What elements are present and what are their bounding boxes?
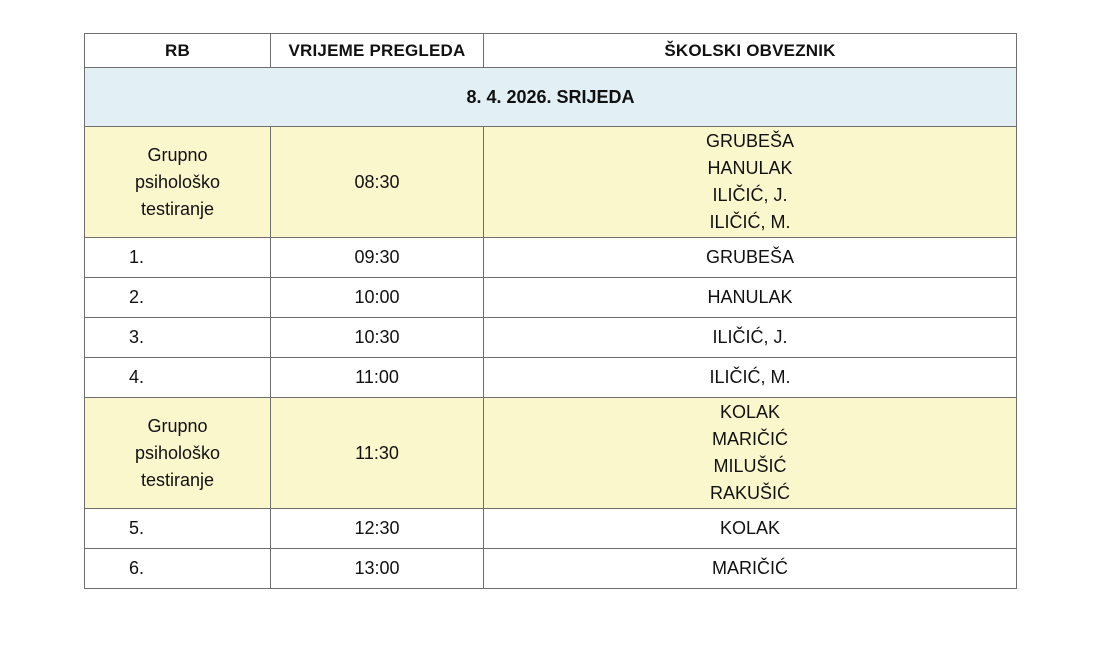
row-time: 12:30 [271,509,484,549]
row-rb: 1. [85,238,271,278]
row-student: GRUBEŠA [484,238,1017,278]
group-student: MARIČIĆ [712,429,788,449]
header-time: VRIJEME PREGLEDA [271,34,484,68]
row-rb: 6. [85,549,271,589]
table-row [85,278,1017,318]
group-row-1 [85,127,1017,238]
group-label [85,398,271,509]
group-label-line: psihološko [134,171,221,192]
table-row [85,358,1017,398]
date-label: 8. 4. 2026. SRIJEDA [85,68,1017,127]
row-student: KOLAK [484,509,1017,549]
group-student: MILUŠIĆ [713,456,787,476]
row-rb: 3. [85,318,271,358]
group-student: ILIČIĆ, J. [712,185,788,205]
group-student: GRUBEŠA [705,131,795,151]
row-time: 09:30 [271,238,484,278]
table-row [85,549,1017,589]
group-label-line: Grupno [147,415,208,436]
row-rb: 4. [85,358,271,398]
table-row [85,509,1017,549]
group-label-line: Grupno [147,144,208,165]
group-time: 11:30 [271,398,484,509]
group-student: HANULAK [707,158,793,178]
group-row-2 [85,398,1017,509]
header-rb: RB [85,34,271,68]
row-student: ILIČIĆ, J. [484,318,1017,358]
row-student: HANULAK [484,278,1017,318]
group-label-line: testiranje [140,469,215,490]
date-row [85,68,1017,127]
group-label-line: psihološko [134,442,221,463]
table-row [85,238,1017,278]
group-label [85,127,271,238]
row-time: 11:00 [271,358,484,398]
header-row [85,34,1017,68]
group-students [484,398,1017,509]
group-student: KOLAK [719,402,781,422]
group-students [484,127,1017,238]
row-rb: 5. [85,509,271,549]
row-time: 10:00 [271,278,484,318]
row-rb: 2. [85,278,271,318]
group-student: ILIČIĆ, M. [709,212,791,232]
group-student: RAKUŠIĆ [709,483,790,503]
group-label-line: testiranje [140,198,215,219]
row-student: MARIČIĆ [484,549,1017,589]
group-time: 08:30 [271,127,484,238]
schedule-table [84,33,1017,589]
header-student: ŠKOLSKI OBVEZNIK [484,34,1017,68]
row-time: 10:30 [271,318,484,358]
row-time: 13:00 [271,549,484,589]
row-student: ILIČIĆ, M. [484,358,1017,398]
table-row [85,318,1017,358]
